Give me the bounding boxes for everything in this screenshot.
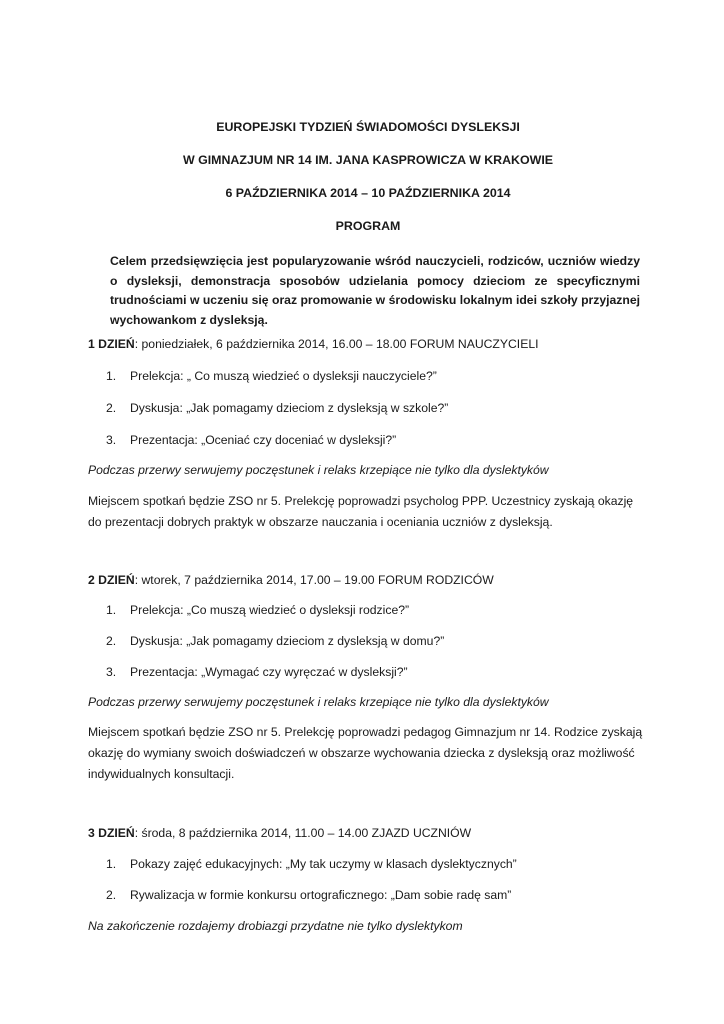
day3-heading: [88, 826, 471, 840]
intro-paragraph: Celem przedsięwzięcia jest popularyzowanie wśród nauczycieli, rodziców, uczniów wiedzy o dysleksji, demonstracja sposobów udzielania pomocy dzieciom ze specyficznymi trudnościami w uczeniu się oraz promowanie w środowisku lokalnym idei szkoły przyjaznej wychowankom z dysleksją.: [110, 254, 640, 327]
day2-item-1: [106, 603, 409, 617]
day2-item-3-text: Prezentacja: „Wymagać czy wyręczać w dysleksji?”: [130, 665, 408, 679]
day1-item-2-num: 2.: [106, 401, 117, 415]
day2-item-2-text: Dyskusja: „Jak pomagamy dzieciom z dysleksją w domu?”: [130, 634, 445, 648]
header-title-3: 6 PAŹDZIERNIKA 2014 – 10 PAŹDZIERNIKA 2014: [225, 186, 511, 200]
day1-item-2-text: Dyskusja: „Jak pomagamy dzieciom z dysleksją w szkole?”: [130, 401, 449, 415]
day2-note: Podczas przerwy serwujemy poczęstunek i relaks krzepiące nie tylko dla dyslektyków: [88, 695, 549, 709]
header-title-2: W GIMNAZJUM NR 14 IM. JANA KASPROWICZA W KRAKOWIE: [182, 153, 554, 167]
day2-label: 2 DZIEŃ: [88, 573, 135, 587]
day2-item-3: [106, 665, 408, 679]
day2-info: Miejscem spotkań będzie ZSO nr 5. Prelekcję poprowadzi pedagog Gimnazjum nr 14. Rodzice zyskają okazję do wymiany swoich doświadczeń w obszarze wychowania dziecka z dysleksją oraz możliwość indywidualnych konsultacji.: [88, 725, 643, 781]
day3-item-2: [106, 888, 511, 902]
day2-item-1-num: 1.: [106, 603, 117, 617]
day2-item-3-num: 3.: [106, 665, 117, 679]
day2-item-2: [106, 634, 444, 648]
day1-heading: [88, 337, 538, 351]
day3-details: : środa, 8 października 2014, 11.00 – 14.00 ZJAZD UCZNIÓW: [134, 826, 472, 840]
day1-item-1: [106, 369, 437, 383]
day1-item-3: [106, 433, 396, 447]
day3-label: 3 DZIEŃ: [88, 826, 135, 840]
day1-details: : poniedziałek, 6 października 2014, 16.00 – 18.00 FORUM NAUCZYCIELI: [134, 337, 539, 351]
header-program: PROGRAM: [335, 219, 401, 233]
day3-item-2-text: Rywalizacja w formie konkursu ortograficznego: „Dam sobie radę sam”: [130, 888, 512, 902]
day1-item-1-num: 1.: [106, 369, 117, 383]
day2-details: : wtorek, 7 października 2014, 17.00 – 19.00 FORUM RODZICÓW: [134, 573, 494, 587]
day1-note: Podczas przerwy serwujemy poczęstunek i relaks krzepiące nie tylko dla dyslektyków: [88, 463, 549, 477]
day3-item-2-num: 2.: [106, 888, 117, 902]
day2-heading: [88, 573, 494, 587]
day1-item-3-num: 3.: [106, 433, 117, 447]
header-title-1: EUROPEJSKI TYDZIEŃ ŚWIADOMOŚCI DYSLEKSJI: [216, 120, 520, 134]
day1-item-1-text: Prelekcja: „ Co muszą wiedzieć o dysleksji nauczyciele?”: [130, 369, 437, 383]
day2-item-1-text: Prelekcja: „Co muszą wiedzieć o dysleksji rodzice?”: [130, 603, 410, 617]
day3-item-1-text: Pokazy zajęć edukacyjnych: „My tak uczymy w klasach dyslektycznych”: [130, 857, 517, 871]
day1-label: 1 DZIEŃ: [88, 337, 135, 351]
day1-info: Miejscem spotkań będzie ZSO nr 5. Prelekcję poprowadzi psycholog PPP. Uczestnicy zyskają okazję do prezentacji dobrych praktyk w obszarze nauczania i oceniania uczniów z dysleksją.: [88, 494, 634, 529]
day2-item-2-num: 2.: [106, 634, 117, 648]
day3-item-1: [106, 857, 517, 871]
day1-item-3-text: Prezentacja: „Oceniać czy doceniać w dysleksji?”: [130, 433, 397, 447]
day3-note: Na zakończenie rozdajemy drobiazgi przydatne nie tylko dyslektykom: [88, 919, 463, 933]
day3-item-1-num: 1.: [106, 857, 117, 871]
day1-item-2: [106, 401, 448, 415]
